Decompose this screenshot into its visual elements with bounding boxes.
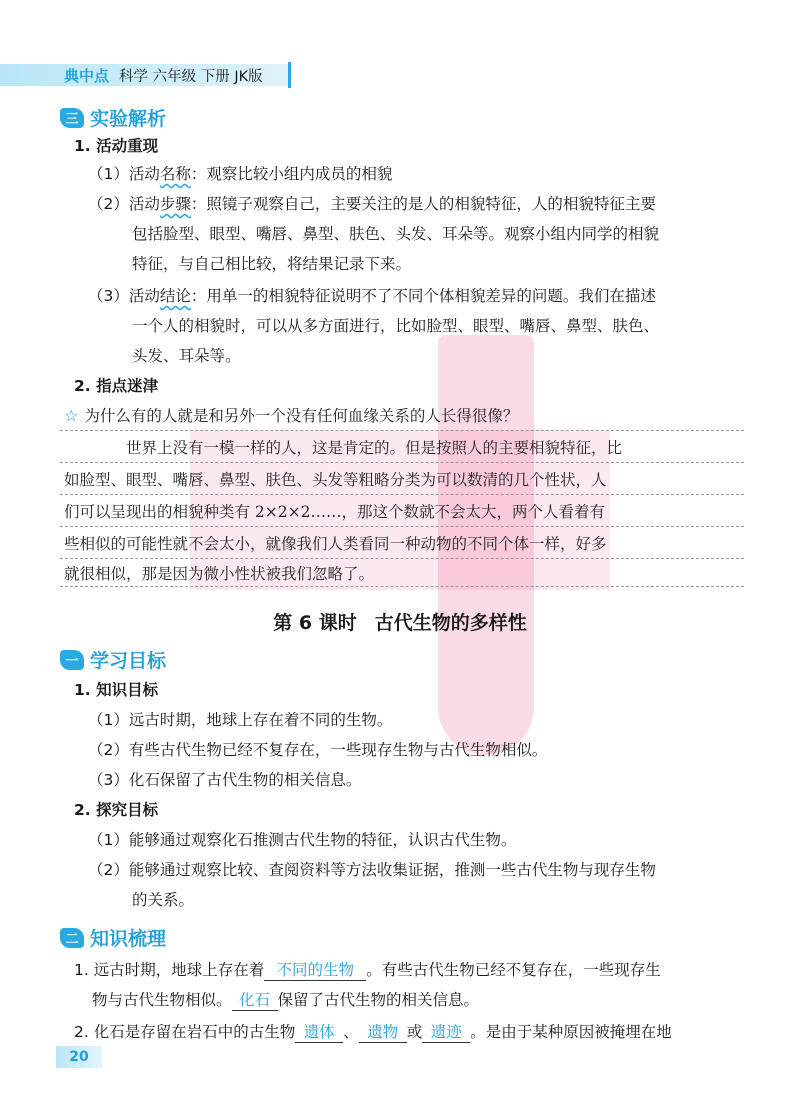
lesson-name: 古代生物的多样性 xyxy=(374,612,527,634)
page-header xyxy=(0,60,296,90)
divider xyxy=(60,462,744,463)
section-title: 学习目标 xyxy=(90,650,167,672)
divider xyxy=(60,430,744,431)
answer-line-4: 些相似的可能性就不会太小，就像我们人类看同一种动物的不同个体一样，好多 xyxy=(64,535,607,553)
divider xyxy=(60,494,744,495)
lesson-title xyxy=(0,608,800,635)
section-title: 知识梳理 xyxy=(90,928,167,950)
activity-steps-line3: 特征，与自己相比较，将结果记录下来。 xyxy=(132,255,412,273)
divider xyxy=(60,586,744,587)
activity-steps: （2）活动步骤：照镜子观察自己，主要关注的是人的相貌特征，人的相貌特征主要 xyxy=(88,195,656,213)
brand-logo: 典中点 xyxy=(64,66,110,85)
divider xyxy=(60,558,744,559)
section-learning-goals xyxy=(60,646,166,673)
knowledge-goal-1: （1）远古时期，地球上存在着不同的生物。 xyxy=(88,711,393,729)
review-item-1: 1. 远古时期，地球上存在着 不同的生物 。有些古代生物已经不复存在，一些现存生 xyxy=(74,961,661,979)
page-number: 20 xyxy=(56,1046,102,1068)
answer-line-5: 就很相似，那是因为微小性状被我们忽略了。 xyxy=(64,565,375,583)
section-badge: 三 xyxy=(60,108,84,128)
inquiry-goal-1: （1）能够通过观察化石推测古代生物的特征，认识古代生物。 xyxy=(88,831,517,849)
answer-blank[interactable]: 不同的生物 xyxy=(264,960,366,981)
section-title: 实验解析 xyxy=(90,108,167,130)
answer-blank[interactable]: 遗体 xyxy=(295,1022,343,1043)
answer-line-1: 世界上没有一模一样的人，这是肯定的。但是按照人的主要相貌特征，比 xyxy=(126,439,623,457)
star-icon: ☆ xyxy=(64,406,79,425)
answer-blank[interactable]: 遗物 xyxy=(359,1022,407,1043)
activity-conclusion: （3）活动结论：用单一的相貌特征说明不了不同个体相貌差异的问题。我们在描述 xyxy=(88,287,656,305)
answer-blank[interactable]: 遗迹 xyxy=(422,1022,470,1043)
subheading-tips: 2. 指点迷津 xyxy=(74,377,159,395)
inquiry-goal-2-line2: 的关系。 xyxy=(132,891,195,909)
review-item-2: 2. 化石是存留在岩石中的古生物 遗体 、 遗物 或 遗迹 。是由于某种原因被掩埋在地 xyxy=(74,1023,672,1041)
question: ☆ 为什么有的人就是和另外一个没有任何血缘关系的人长得很像？ xyxy=(64,406,519,425)
section-experiment-analysis xyxy=(60,104,166,131)
knowledge-goal-2: （2）有些古代生物已经不复存在，一些现存生物与古代生物相似。 xyxy=(88,741,548,759)
activity-name: （1）活动名称：观察比较小组内成员的相貌 xyxy=(88,165,393,183)
knowledge-goal-3: （3）化石保留了古代生物的相关信息。 xyxy=(88,771,362,789)
activity-conclusion-line2: 一个人的相貌时，可以从多方面进行，比如脸型、眼型、嘴唇、鼻型、肤色、 xyxy=(132,317,660,335)
divider xyxy=(60,526,744,527)
review-item-1-line2: 物与古代生物相似。 化石 保留了古代生物的相关信息。 xyxy=(92,991,480,1009)
book-title: 科学 六年级 下册 JK版 xyxy=(119,68,263,85)
subheading-activity: 1. 活动重现 xyxy=(74,137,159,155)
subheading-knowledge: 1. 知识目标 xyxy=(74,681,159,699)
section-knowledge-review xyxy=(60,924,166,951)
activity-steps-line2: 包括脸型、眼型、嘴唇、鼻型、肤色、头发、耳朵等。观察小组内同学的相貌 xyxy=(132,225,660,243)
section-badge: 一 xyxy=(60,650,84,670)
inquiry-goal-2: （2）能够通过观察比较、查阅资料等方法收集证据，推测一些古代生物与现存生物 xyxy=(88,861,656,879)
activity-conclusion-line3: 头发、耳朵等。 xyxy=(132,347,241,365)
answer-blank[interactable]: 化石 xyxy=(232,990,278,1011)
lesson-number: 第 6 课时 xyxy=(273,612,357,634)
section-badge: 二 xyxy=(60,928,84,948)
answer-line-2: 如脸型、眼型、嘴唇、鼻型、肤色、头发等粗略分类为可以数清的几个性状，人 xyxy=(64,471,607,489)
answer-line-3: 们可以呈现出的相貌种类有 2×2×2……，那这个数就不会太大，两个人看着有 xyxy=(64,503,605,521)
subheading-inquiry: 2. 探究目标 xyxy=(74,801,159,819)
